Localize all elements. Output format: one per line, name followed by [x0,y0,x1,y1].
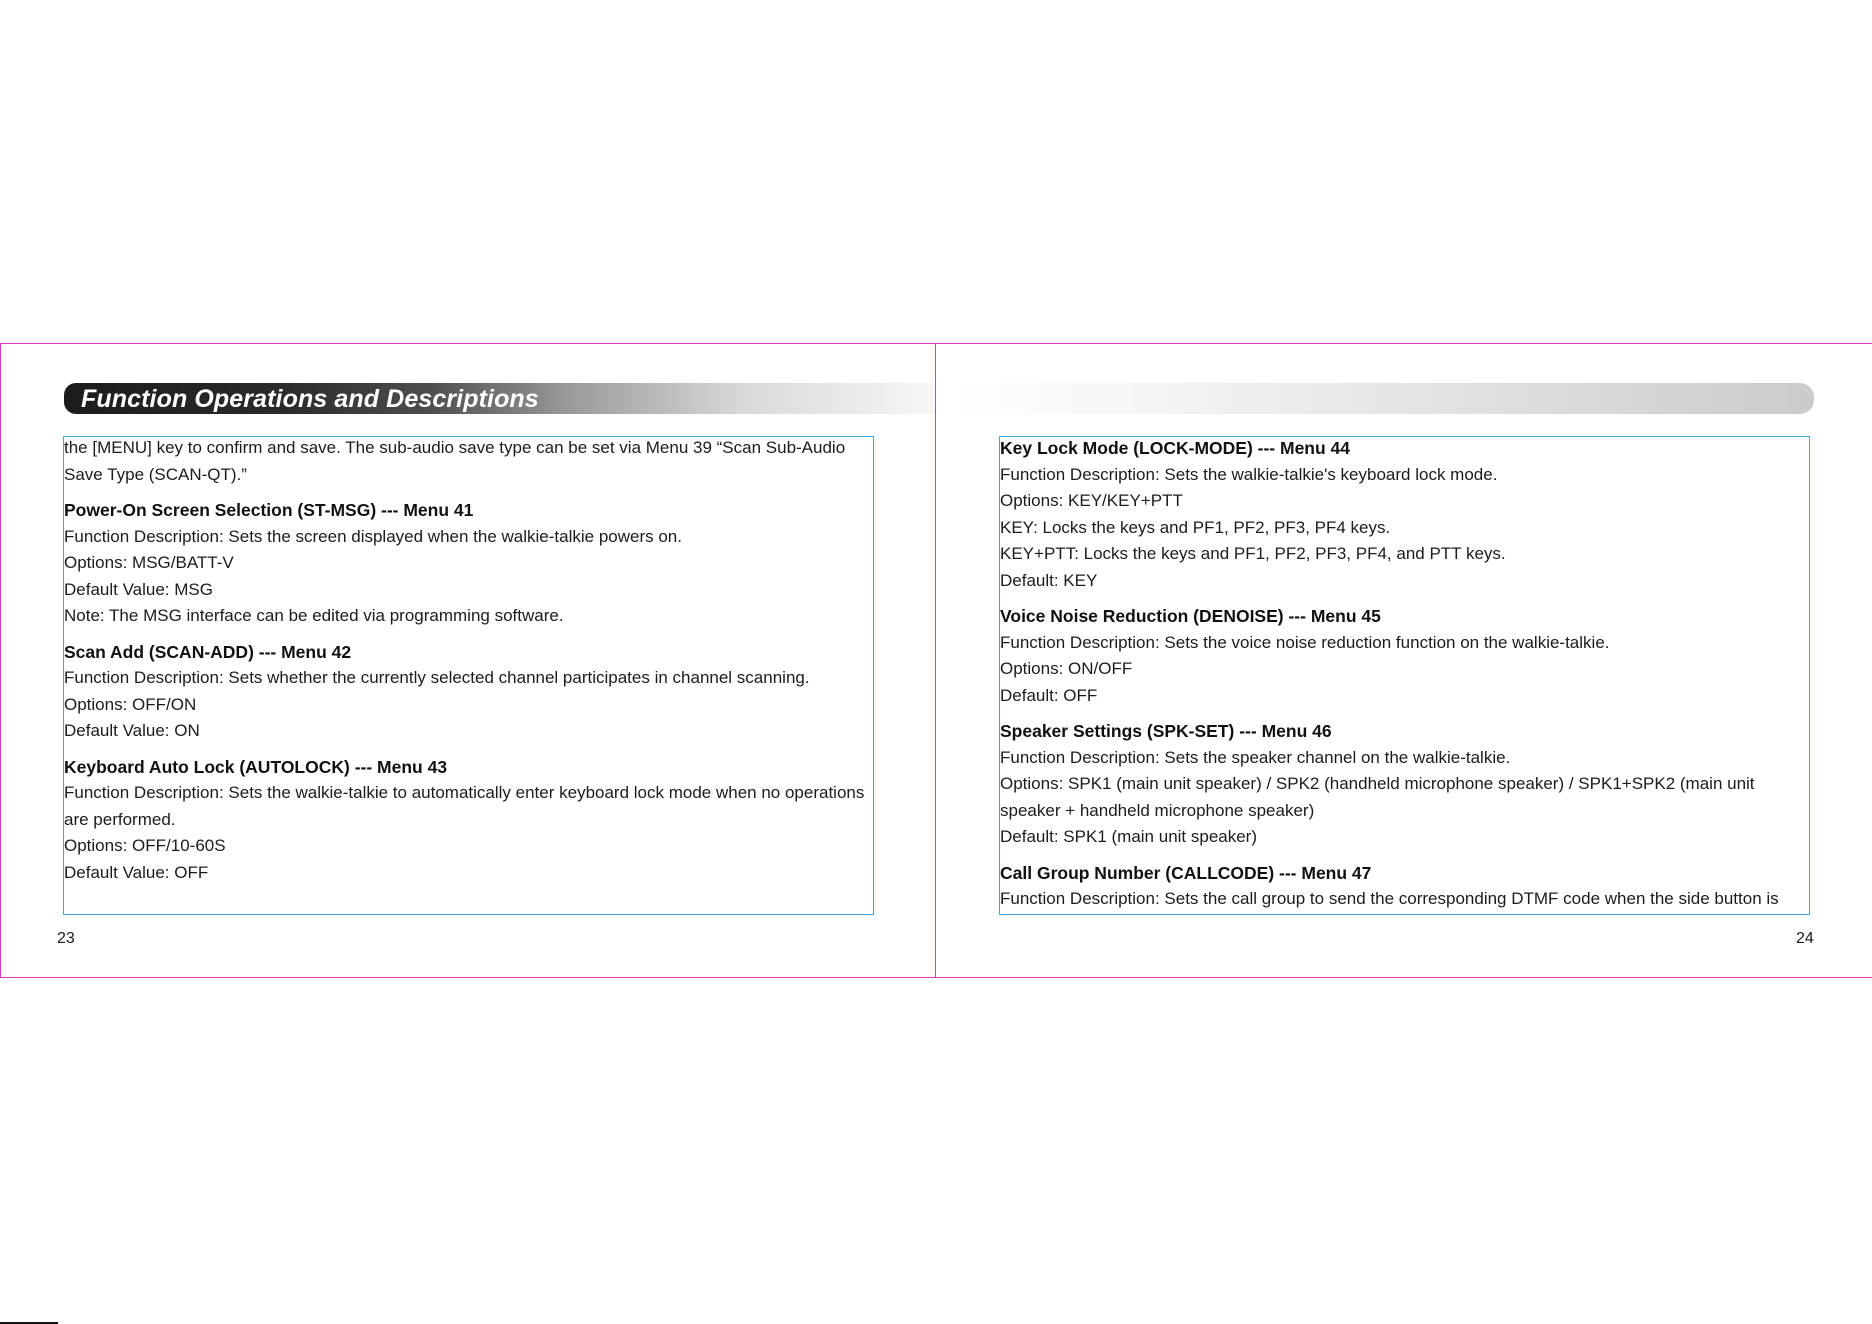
continuation-text: the [MENU] key to confirm and save. The sub-audio save type can be set via Menu 39 “Scan Sub-Audio Save Type (SCAN-QT).” [64,438,846,484]
menu-44-heading: Key Lock Mode (LOCK-MODE) --- Menu 44 [1000,438,1351,458]
menu-43-heading: Keyboard Auto Lock (AUTOLOCK) --- Menu 43 [64,756,448,777]
menu-45-default: Default: OFF [1000,685,1098,705]
section-title: Function Operations and Descriptions [81,385,539,413]
menu-45-heading: Voice Noise Reduction (DENOISE) --- Menu 45 [1000,606,1381,626]
menu-44-options: Options: KEY/KEY+PTT [1000,491,1183,510]
section-banner-right [956,383,1814,414]
menu-46-default: Default: SPK1 (main unit speaker) [1000,827,1258,846]
menu-42-default: Default Value: ON [64,721,200,740]
menu-43-options: Options: OFF/10-60S [64,836,226,855]
menu-44-key-option: KEY: Locks the keys and PF1, PF2, PF3, PF4 keys. [1000,517,1391,537]
menu-47-heading: Call Group Number (CALLCODE) --- Menu 47 [1000,862,1372,883]
menu-46-heading: Speaker Settings (SPK-SET) --- Menu 46 [1000,721,1332,741]
page-edge-left [0,343,1,978]
menu-45-options: Options: ON/OFF [1000,659,1133,678]
menu-41-description: Function Description: Sets the screen displayed when the walkie-talkie powers on. [64,526,682,546]
menu-45-description: Function Description: Sets the voice noise reduction function on the walkie-talkie. [1000,632,1610,652]
menu-41-default: Default Value: MSG [64,579,213,599]
right-page-content [1000,435,1811,913]
menu-41-note: Note: The MSG interface can be edited via programming software. [64,606,564,625]
menu-44-key-ptt-option: KEY+PTT: Locks the keys and PF1, PF2, PF3, PF4, and PTT keys. [1000,544,1506,563]
menu-47-description: Function Description: Sets the call group to send the corresponding DTMF code when the side button is [1000,889,1779,908]
menu-46-description: Function Description: Sets the speaker channel on the walkie-talkie. [1000,747,1511,767]
page-number-left: 23 [57,930,75,947]
menu-44-description: Function Description: Sets the walkie-talkie's keyboard lock mode. [1000,464,1498,484]
menu-41-options: Options: MSG/BATT-V [64,553,234,572]
menu-43-default: Default Value: OFF [64,862,209,882]
menu-42-options: Options: OFF/ON [64,694,197,714]
page-gutter [935,343,936,978]
menu-42-description: Function Description: Sets whether the currently selected channel participates in channel scanning. [64,668,810,687]
menu-44-default: Default: KEY [1000,570,1098,590]
menu-46-options: Options: SPK1 (main unit speaker) / SPK2 (handheld microphone speaker) / SPK1+SPK2 (main unit speaker + handheld microphone speaker) [1000,774,1755,820]
menu-43-description: Function Description: Sets the walkie-talkie to automatically enter keyboard lock mode when no operations are performed. [64,783,865,829]
menu-41-heading: Power-On Screen Selection (ST-MSG) --- Menu 41 [64,500,474,520]
menu-42-heading: Scan Add (SCAN-ADD) --- Menu 42 [64,641,352,662]
left-page-content [64,435,875,886]
page-number-right: 24 [1796,930,1814,947]
